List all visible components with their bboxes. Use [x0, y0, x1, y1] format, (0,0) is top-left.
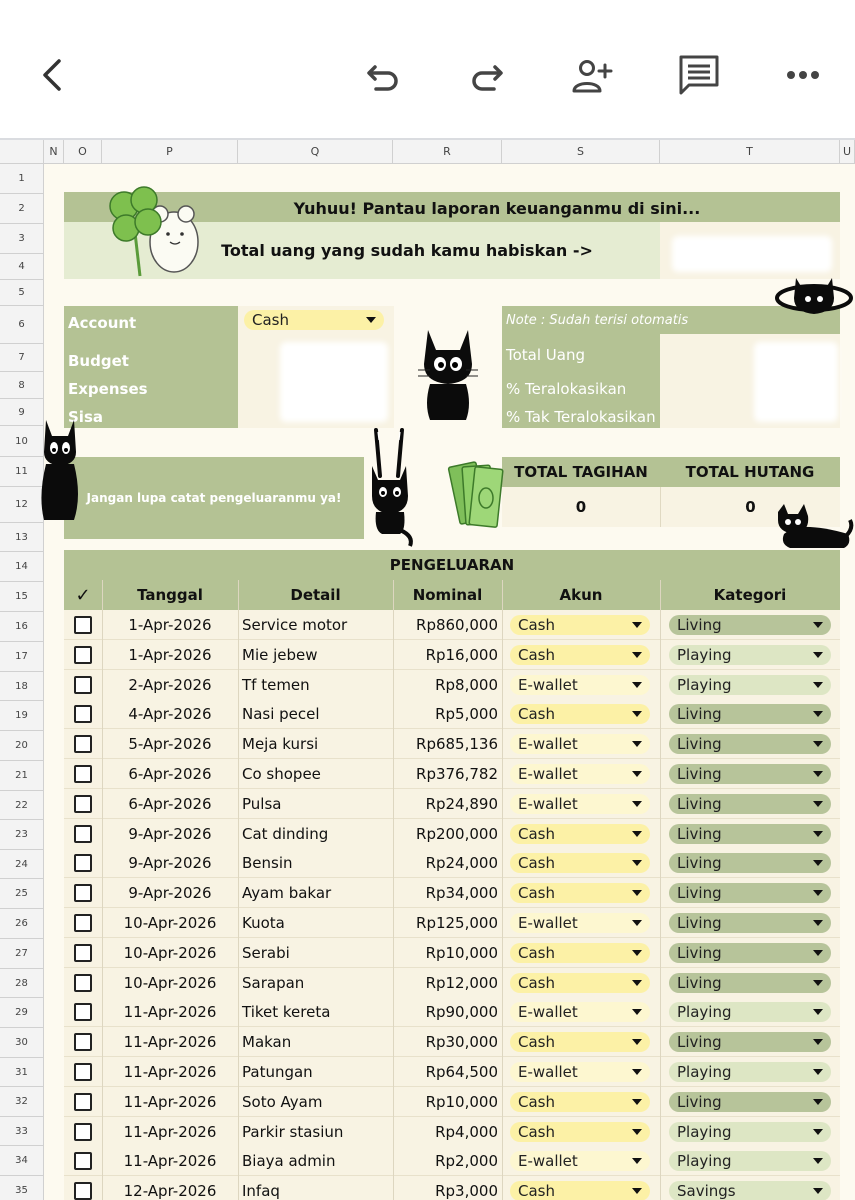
- category-dropdown[interactable]: [669, 1062, 831, 1082]
- row-header-7[interactable]: 7: [0, 344, 44, 372]
- header-detail: Detail: [290, 586, 341, 604]
- cell-date[interactable]: 6-Apr-2026: [128, 795, 212, 813]
- account-value: Cash: [518, 705, 555, 723]
- category-value: Playing: [677, 646, 732, 664]
- account-dropdown[interactable]: [510, 824, 650, 844]
- row-header-33[interactable]: 33: [0, 1117, 44, 1146]
- cell-amount[interactable]: Rp5,000: [435, 705, 498, 723]
- header-tanggal: Tanggal: [137, 586, 203, 604]
- chevron-down-icon: [632, 682, 642, 688]
- row-header-27[interactable]: 27: [0, 939, 44, 969]
- cell-date[interactable]: 11-Apr-2026: [123, 1003, 217, 1021]
- account-dropdown[interactable]: [510, 704, 650, 724]
- account-value: Cash: [518, 944, 555, 962]
- chevron-down-icon: [632, 890, 642, 896]
- cell-date[interactable]: 6-Apr-2026: [128, 765, 212, 783]
- column-header-o[interactable]: O: [64, 140, 102, 164]
- row-checkbox[interactable]: [74, 974, 92, 992]
- chevron-down-icon: [813, 1158, 823, 1164]
- account-dropdown[interactable]: [510, 1151, 650, 1171]
- cell-amount[interactable]: Rp90,000: [425, 1003, 498, 1021]
- chevron-down-icon: [813, 1009, 823, 1015]
- total-uang-label: Total Uang: [502, 334, 660, 372]
- cell-date[interactable]: 10-Apr-2026: [123, 974, 217, 992]
- row-header-8[interactable]: 8: [0, 372, 44, 399]
- column-header-q[interactable]: Q: [238, 140, 393, 164]
- chevron-down-icon: [632, 1158, 642, 1164]
- spreadsheet-grid[interactable]: [0, 138, 855, 1200]
- row-checkbox[interactable]: [74, 884, 92, 902]
- row-header-6[interactable]: 6: [0, 306, 44, 344]
- cell-amount[interactable]: Rp12,000: [425, 974, 498, 992]
- account-value: Cash: [518, 854, 555, 872]
- chevron-down-icon: [632, 741, 642, 747]
- auto-fill-note: Note : Sudah terisi otomatis: [502, 306, 840, 334]
- chevron-down-icon: [813, 682, 823, 688]
- cell-detail[interactable]: Tiket kereta: [242, 1003, 331, 1021]
- category-dropdown[interactable]: [669, 883, 831, 903]
- category-dropdown[interactable]: [669, 973, 831, 993]
- chevron-down-icon: [813, 860, 823, 866]
- row-header-23[interactable]: 23: [0, 820, 44, 850]
- expense-table-title: PENGELUARAN: [64, 550, 840, 580]
- account-dropdown[interactable]: [510, 853, 650, 873]
- category-dropdown[interactable]: [669, 1181, 831, 1200]
- total-hutang-value: 0: [660, 487, 840, 527]
- chevron-down-icon: [813, 1039, 823, 1045]
- column-header-u[interactable]: U: [840, 140, 855, 164]
- cell-date[interactable]: 9-Apr-2026: [128, 854, 212, 872]
- row-checkbox[interactable]: [74, 1182, 92, 1200]
- category-value: Living: [677, 705, 722, 723]
- share-person-add-icon[interactable]: [566, 50, 616, 100]
- expenses-label: Expenses: [64, 372, 238, 400]
- chevron-down-icon: [813, 1188, 823, 1194]
- cell-date[interactable]: 10-Apr-2026: [123, 914, 217, 932]
- category-value: Living: [677, 854, 722, 872]
- cell-date[interactable]: 12-Apr-2026: [123, 1182, 217, 1200]
- teralokasikan-label: % Teralokasikan: [502, 372, 660, 400]
- column-header-p[interactable]: P: [102, 140, 238, 164]
- chevron-down-icon: [813, 920, 823, 926]
- category-value: Playing: [677, 1003, 732, 1021]
- account-value: Cash: [518, 825, 555, 843]
- row-checkbox[interactable]: [74, 1003, 92, 1021]
- account-dropdown[interactable]: [244, 310, 384, 330]
- row-header-17[interactable]: 17: [0, 642, 44, 672]
- chevron-down-icon: [813, 950, 823, 956]
- cell-amount[interactable]: Rp4,000: [435, 1123, 498, 1141]
- category-dropdown[interactable]: [669, 824, 831, 844]
- chevron-down-icon: [813, 831, 823, 837]
- row-header-25[interactable]: 25: [0, 879, 44, 909]
- account-value: E-wallet: [518, 1003, 578, 1021]
- account-value: E-wallet: [518, 1063, 578, 1081]
- cell-amount[interactable]: Rp860,000: [416, 616, 498, 634]
- column-divider: [238, 580, 239, 1200]
- chevron-down-icon: [813, 801, 823, 807]
- category-value: Living: [677, 884, 722, 902]
- category-value: Living: [677, 765, 722, 783]
- category-dropdown[interactable]: [669, 943, 831, 963]
- account-dropdown[interactable]: [510, 1062, 650, 1082]
- tall-black-cat-icon: [38, 416, 82, 522]
- chevron-down-icon: [813, 980, 823, 986]
- account-dropdown[interactable]: [510, 645, 650, 665]
- cell-detail[interactable]: Makan: [242, 1033, 292, 1051]
- category-value: Savings: [677, 1182, 736, 1200]
- account-dropdown[interactable]: [510, 764, 650, 784]
- sheet-canvas: [44, 164, 855, 1200]
- cell-amount[interactable]: Rp30,000: [425, 1033, 498, 1051]
- cell-amount[interactable]: Rp3,000: [435, 1182, 498, 1200]
- cell-detail[interactable]: Mie jebew: [242, 646, 318, 664]
- total-hutang-label: TOTAL HUTANG: [660, 457, 840, 487]
- chevron-down-icon: [632, 860, 642, 866]
- chevron-down-icon: [632, 1099, 642, 1105]
- account-label: Account: [64, 306, 238, 334]
- account-value: Cash: [518, 1123, 555, 1141]
- cell-amount[interactable]: Rp10,000: [425, 944, 498, 962]
- row-checkbox[interactable]: [74, 1063, 92, 1081]
- cell-amount[interactable]: Rp125,000: [416, 914, 498, 932]
- account-value: E-wallet: [518, 1152, 578, 1170]
- cell-detail[interactable]: Soto Ayam: [242, 1093, 323, 1111]
- row-header-22[interactable]: 22: [0, 791, 44, 820]
- hidden-value-blur: [672, 236, 832, 272]
- row-header-11[interactable]: 11: [0, 457, 44, 487]
- row-checkbox[interactable]: [74, 854, 92, 872]
- cell-detail[interactable]: Nasi pecel: [242, 705, 320, 723]
- cell-date[interactable]: 1-Apr-2026: [128, 646, 212, 664]
- column-header-t[interactable]: T: [660, 140, 840, 164]
- cell-detail[interactable]: Tf temen: [242, 676, 310, 694]
- account-dropdown[interactable]: [510, 973, 650, 993]
- account-dropdown[interactable]: [510, 615, 650, 635]
- row-checkbox[interactable]: [74, 646, 92, 664]
- cell-date[interactable]: 11-Apr-2026: [123, 1063, 217, 1081]
- row-header-10[interactable]: 10: [0, 426, 44, 457]
- cell-detail[interactable]: Cat dinding: [242, 825, 329, 843]
- chevron-down-icon: [632, 652, 642, 658]
- category-dropdown[interactable]: [669, 1151, 831, 1171]
- row-header-32[interactable]: 32: [0, 1087, 44, 1117]
- category-value: Living: [677, 735, 722, 753]
- account-dropdown[interactable]: [510, 1002, 650, 1022]
- cell-date[interactable]: 1-Apr-2026: [128, 616, 212, 634]
- category-dropdown[interactable]: [669, 704, 831, 724]
- black-cat-sitting-icon: [416, 324, 480, 424]
- back-arrow-icon[interactable]: [28, 50, 78, 100]
- row-header-28[interactable]: 28: [0, 969, 44, 998]
- row-checkbox[interactable]: [74, 1033, 92, 1051]
- account-value: Cash: [518, 646, 555, 664]
- account-dropdown[interactable]: [510, 1122, 650, 1142]
- account-dropdown[interactable]: [510, 883, 650, 903]
- account-dropdown[interactable]: [510, 913, 650, 933]
- chevron-down-icon: [813, 652, 823, 658]
- row-checkbox[interactable]: [74, 825, 92, 843]
- row-header-9[interactable]: 9: [0, 399, 44, 426]
- redo-icon[interactable]: [462, 50, 512, 100]
- account-value: Cash: [518, 1093, 555, 1111]
- chevron-down-icon: [632, 1188, 642, 1194]
- chevron-down-icon: [632, 1009, 642, 1015]
- account-value: Cash: [518, 974, 555, 992]
- corner-cell[interactable]: [0, 140, 44, 164]
- chevron-down-icon: [813, 890, 823, 896]
- header-kategori: Kategori: [713, 586, 787, 604]
- cell-date[interactable]: 11-Apr-2026: [123, 1093, 217, 1111]
- category-value: Living: [677, 795, 722, 813]
- category-dropdown[interactable]: [669, 1122, 831, 1142]
- row-checkbox[interactable]: [74, 1123, 92, 1141]
- cell-amount[interactable]: Rp8,000: [435, 676, 498, 694]
- chevron-down-icon: [632, 920, 642, 926]
- account-dropdown[interactable]: [510, 794, 650, 814]
- row-header-13[interactable]: 13: [0, 523, 44, 552]
- cell-detail[interactable]: Patungan: [242, 1063, 313, 1081]
- chevron-down-icon: [813, 711, 823, 717]
- category-value: Living: [677, 914, 722, 932]
- chevron-down-icon: [632, 711, 642, 717]
- category-value: Living: [677, 616, 722, 634]
- chevron-down-icon: [632, 980, 642, 986]
- sisa-label: Sisa: [64, 400, 238, 428]
- row-checkbox[interactable]: [74, 914, 92, 932]
- row-checkbox[interactable]: [74, 765, 92, 783]
- row-header-35[interactable]: 35: [0, 1176, 44, 1200]
- hanging-cat-icon: [370, 426, 418, 548]
- more-menu-icon[interactable]: [778, 50, 828, 100]
- cell-amount[interactable]: Rp24,000: [425, 854, 498, 872]
- chevron-down-icon: [632, 801, 642, 807]
- account-value: E-wallet: [518, 676, 578, 694]
- chevron-down-icon: [813, 1099, 823, 1105]
- cell-date[interactable]: 9-Apr-2026: [128, 825, 212, 843]
- chevron-down-icon: [813, 741, 823, 747]
- total-tagihan-label: TOTAL TAGIHAN: [502, 457, 660, 487]
- check-header-icon: ✓: [75, 584, 91, 606]
- account-value: E-wallet: [518, 795, 578, 813]
- column-divider: [393, 580, 394, 1200]
- chevron-down-icon: [632, 622, 642, 628]
- row-header-34[interactable]: 34: [0, 1146, 44, 1176]
- tak-teralokasikan-label: % Tak Teralokasikan: [502, 400, 660, 428]
- column-divider: [102, 580, 103, 1200]
- account-value: E-wallet: [518, 735, 578, 753]
- chevron-down-icon: [366, 317, 376, 323]
- cell-amount[interactable]: Rp2,000: [435, 1152, 498, 1170]
- cell-date[interactable]: 10-Apr-2026: [123, 944, 217, 962]
- chevron-down-icon: [813, 622, 823, 628]
- row-header-31[interactable]: 31: [0, 1058, 44, 1087]
- clover-bear-sticker: [102, 184, 202, 280]
- account-value: E-wallet: [518, 765, 578, 783]
- row-header-18[interactable]: 18: [0, 672, 44, 701]
- row-header-15[interactable]: 15: [0, 582, 44, 612]
- chevron-down-icon: [632, 771, 642, 777]
- chevron-down-icon: [813, 1069, 823, 1075]
- cell-detail[interactable]: Biaya admin: [242, 1152, 336, 1170]
- cell-detail[interactable]: Co shopee: [242, 765, 321, 783]
- category-value: Playing: [677, 1123, 732, 1141]
- cell-date[interactable]: 11-Apr-2026: [123, 1152, 217, 1170]
- banner-title: Yuhuu! Pantau laporan keuanganmu di sini...: [293, 198, 701, 218]
- account-value: E-wallet: [518, 914, 578, 932]
- row-checkbox[interactable]: [74, 616, 92, 634]
- account-dropdown[interactable]: [510, 734, 650, 754]
- budget-label: Budget: [64, 334, 238, 372]
- total-tagihan-value: 0: [502, 487, 660, 527]
- row-header-3[interactable]: 3: [0, 224, 44, 254]
- header-akun: Akun: [559, 586, 603, 604]
- category-value: Playing: [677, 1152, 732, 1170]
- row-checkbox[interactable]: [74, 944, 92, 962]
- category-value: Living: [677, 1093, 722, 1111]
- row-header-26[interactable]: 26: [0, 909, 44, 939]
- cell-detail[interactable]: Ayam bakar: [242, 884, 332, 902]
- row-checkbox[interactable]: [74, 795, 92, 813]
- row-header-29[interactable]: 29: [0, 998, 44, 1028]
- hidden-value-blur: [280, 342, 388, 422]
- category-value: Playing: [677, 1063, 732, 1081]
- cell-amount[interactable]: Rp34,000: [425, 884, 498, 902]
- hidden-value-blur: [754, 342, 838, 422]
- chevron-down-icon: [632, 950, 642, 956]
- money-icon: [446, 458, 506, 530]
- chevron-down-icon: [813, 771, 823, 777]
- account-dropdown[interactable]: [510, 1181, 650, 1200]
- category-dropdown[interactable]: [669, 764, 831, 784]
- chevron-down-icon: [632, 831, 642, 837]
- row-checkbox[interactable]: [74, 705, 92, 723]
- account-dropdown[interactable]: [510, 1032, 650, 1052]
- chevron-down-icon: [632, 1129, 642, 1135]
- lying-cat-icon: [774, 502, 854, 554]
- cell-amount[interactable]: Rp376,782: [416, 765, 498, 783]
- row-header-16[interactable]: 16: [0, 612, 44, 642]
- row-header-24[interactable]: 24: [0, 850, 44, 879]
- category-dropdown[interactable]: [669, 1092, 831, 1112]
- row-header-19[interactable]: 19: [0, 701, 44, 731]
- row-checkbox[interactable]: [74, 1152, 92, 1170]
- cell-amount[interactable]: Rp200,000: [416, 825, 498, 843]
- category-dropdown[interactable]: [669, 615, 831, 635]
- cell-date[interactable]: 11-Apr-2026: [123, 1123, 217, 1141]
- category-dropdown[interactable]: [669, 913, 831, 933]
- account-dropdown[interactable]: [510, 675, 650, 695]
- banner-subtitle: Total uang yang sudah kamu habiskan ->: [221, 240, 593, 260]
- row-header-1[interactable]: 1: [0, 164, 44, 194]
- app-toolbar: [0, 0, 855, 138]
- category-value: Living: [677, 944, 722, 962]
- row-header-4[interactable]: 4: [0, 254, 44, 280]
- row-header-14[interactable]: 14: [0, 552, 44, 582]
- cell-amount[interactable]: Rp685,136: [416, 735, 498, 753]
- account-dropdown-value: Cash: [252, 311, 289, 329]
- row-header-20[interactable]: 20: [0, 731, 44, 761]
- cell-detail[interactable]: Bensin: [242, 854, 293, 872]
- category-value: Living: [677, 825, 722, 843]
- cell-date[interactable]: 9-Apr-2026: [128, 884, 212, 902]
- account-dropdown[interactable]: [510, 943, 650, 963]
- category-value: Living: [677, 1033, 722, 1051]
- row-header-5[interactable]: 5: [0, 280, 44, 306]
- reminder-banner: Jangan lupa catat pengeluaranmu ya!: [64, 457, 364, 539]
- cell-amount[interactable]: Rp16,000: [425, 646, 498, 664]
- row-header-12[interactable]: 12: [0, 487, 44, 523]
- column-header-s[interactable]: S: [502, 140, 660, 164]
- cell-detail[interactable]: Kuota: [242, 914, 285, 932]
- column-divider: [502, 580, 503, 1200]
- cell-detail[interactable]: Sarapan: [242, 974, 305, 992]
- header-nominal: Nominal: [412, 586, 483, 604]
- row-header-21[interactable]: 21: [0, 761, 44, 791]
- cell-amount[interactable]: Rp64,500: [425, 1063, 498, 1081]
- cell-date[interactable]: 2-Apr-2026: [128, 676, 212, 694]
- category-dropdown[interactable]: [669, 645, 831, 665]
- undo-icon[interactable]: [358, 50, 408, 100]
- cell-detail[interactable]: Serabi: [242, 944, 290, 962]
- category-value: Living: [677, 974, 722, 992]
- cell-date[interactable]: 4-Apr-2026: [128, 705, 212, 723]
- column-header-r[interactable]: R: [393, 140, 502, 164]
- cell-date[interactable]: 11-Apr-2026: [123, 1033, 217, 1051]
- category-dropdown[interactable]: [669, 794, 831, 814]
- account-dropdown[interactable]: [510, 1092, 650, 1112]
- category-dropdown[interactable]: [669, 853, 831, 873]
- account-value: Cash: [518, 616, 555, 634]
- row-header-30[interactable]: 30: [0, 1028, 44, 1058]
- cell-detail[interactable]: Meja kursi: [242, 735, 319, 753]
- cell-detail[interactable]: Parkir stasiun: [242, 1123, 344, 1141]
- category-dropdown[interactable]: [669, 675, 831, 695]
- category-value: Playing: [677, 676, 732, 694]
- account-value: Cash: [518, 884, 555, 902]
- column-divider: [660, 580, 661, 1200]
- cell-detail[interactable]: Service motor: [242, 616, 348, 634]
- column-header-n[interactable]: N: [44, 140, 64, 164]
- cell-detail[interactable]: Infaq: [242, 1182, 280, 1200]
- row-checkbox[interactable]: [74, 1093, 92, 1111]
- category-dropdown[interactable]: [669, 734, 831, 754]
- category-dropdown[interactable]: [669, 1002, 831, 1022]
- cell-detail[interactable]: Pulsa: [242, 795, 282, 813]
- chevron-down-icon: [632, 1069, 642, 1075]
- row-checkbox[interactable]: [74, 676, 92, 694]
- account-value: Cash: [518, 1033, 555, 1051]
- category-dropdown[interactable]: [669, 1032, 831, 1052]
- cell-amount[interactable]: Rp24,890: [425, 795, 498, 813]
- chevron-down-icon: [632, 1039, 642, 1045]
- account-value: Cash: [518, 1182, 555, 1200]
- cell-amount[interactable]: Rp10,000: [425, 1093, 498, 1111]
- row-checkbox[interactable]: [74, 735, 92, 753]
- cell-date[interactable]: 5-Apr-2026: [128, 735, 212, 753]
- comment-icon[interactable]: [674, 50, 724, 100]
- chevron-down-icon: [813, 1129, 823, 1135]
- row-header-2[interactable]: 2: [0, 194, 44, 224]
- cat-ring-sticker: [774, 272, 854, 318]
